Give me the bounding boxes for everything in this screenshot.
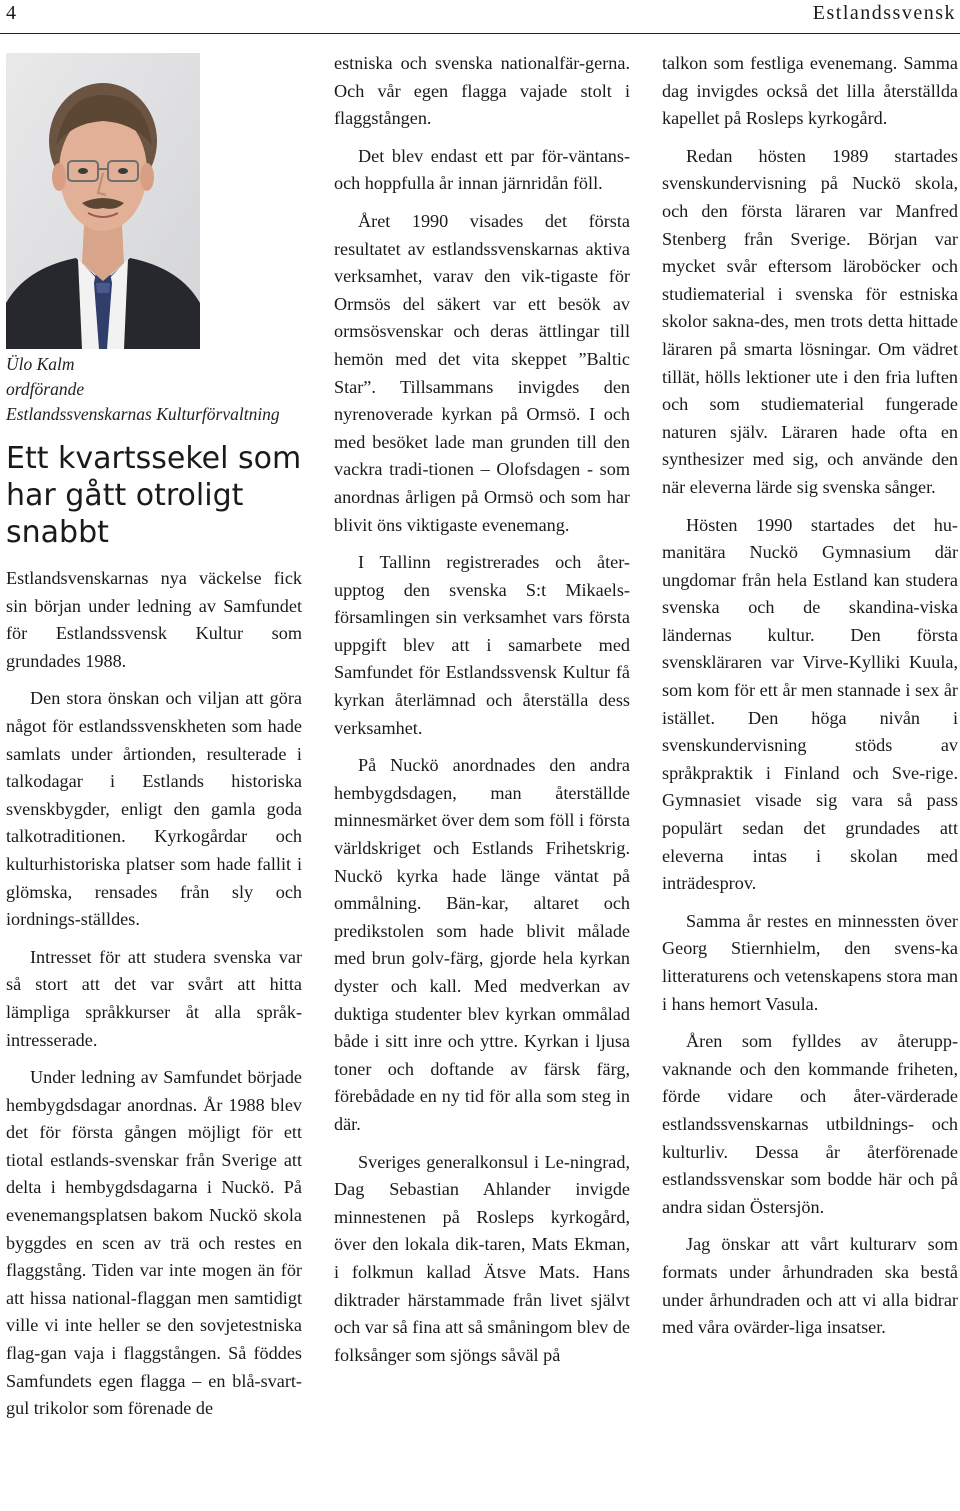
paragraph: Jag önskar att vårt kulturarv som formats under århundraden ska bestå under århundraden och att vi alla bidrar med våra ovärder-liga insatser. (662, 1234, 958, 1338)
paragraph: Den stora önskan och viljan att göra något för estlandssvenskheten som hade samlats under årtionden, resulterade i talkodagar i Estlands historiska svenskbygder, enligt den gamla goda talkotraditionen. Kyrkogårdar och kulturhistoriska platser som hade fallit i glömska, rensades från sly och iordnings-ställdes. (6, 688, 302, 930)
paragraph: I Tallinn registrerades och åter-upptog den svenska S:t Mikaels-församlingen sin verksamhet vars första uppgift blev att i samarbete med Samfundet för Estlandssvensk Kultur få kyrkan återlämnad och återställa dess verksamhet. (334, 552, 630, 738)
paragraph: Det blev endast ett par för-väntans- och hoppfulla år innan järnridån föll. (334, 145, 630, 194)
caption-name: Ülo Kalm (6, 354, 75, 374)
photo-caption (6, 352, 302, 427)
column-2 (334, 50, 630, 1379)
caption-role: ordförande (6, 379, 85, 399)
paragraph: talkon som festliga evenemang. Samma dag invigdes också det lilla återställda kapellet på Rosleps kyrkogård. (662, 53, 958, 129)
portrait-illustration (6, 53, 200, 349)
caption-org: Estlandssvenskarnas Kulturförvaltning (6, 404, 280, 424)
paragraph: Samma år restes en minnessten över Georg Stiernhielm, den svens-ka litteraturens och vetenskapens stora man i hans hemort Vasula. (662, 910, 958, 1014)
header-rule (0, 33, 960, 34)
paragraph: Redan hösten 1989 startades svenskundervisning på Nuckö skola, och den första läraren var Manfred Stenberg från Sverige. Början var mycket svår eftersom läroböcker och studiematerial i svenska för estniska skolor sakna-des, men trots detta hittade läraren på smarta lösningar. Om vädret tillät, hölls lektioner ute i den fria luften och som studiematerial fungerade naturen själv. Läraren hade ofta en synthesizer med sig, och använde den när eleverna lärde sig svenska sånger. (662, 145, 958, 497)
paragraph: Sveriges generalkonsul i Le-ningrad, Dag Sebastian Ahlander invigde minnestenen på Rosleps kyrkogård, över den lokala dik-taren, Mats Ekman, i folkmun kallad Ätsve Mats. Hans diktrader härstammade från livet självt och var så fina att så småningom blev de folksånger som sjöngs såväl på (334, 1151, 630, 1365)
column-1 (6, 53, 302, 1433)
paragraph: Hösten 1990 startades det hu-manitära Nuckö Gymnasium där ungdomar från hela Estland kan studera svenska och de skandina-viska ländernas kultur. Den första svenskläraren var Virve-Kylliki Kuula, som kom för ett år men stannade i sex år istället. Den höga nivån i svenskundervisning stöds av språkpraktik i Finland och Sve-rige. Gymnasiet visade sig vara så pass populärt sedan det grundades att eleverna intas i skolan med inträdesprov. (662, 514, 958, 894)
column-3 (662, 50, 958, 1352)
paragraph: Året 1990 visades det första resultatet av estlandssvenskarnas aktiva verksamhet, varav den vik-tigaste för Ormsös del säkert var ett besök av ormsösvenskar och deras ättlingar till hemön med det vita skeppet ”Baltic Star”. Tillsammans invigdes den nyrenoverade kyrkan på Ormsö. I och med besöket lade man grunden till den vackra tradi-tionen – Olofsdagen - som anordnas årligen på Ormsö och som har blivit öns viktigaste evenemang. (334, 210, 630, 535)
article-headline: Ett kvartssekel som har gått otroligt snabbt (6, 441, 302, 550)
paragraph: Estlandsvenskarnas nya väckelse fick sin början under ledning av Samfundet för Estlandssvensk Kultur som grundades 1988. (6, 568, 302, 671)
paragraph: På Nuckö anordnades den andra hembygdsdagen, man återställde minnesmärket över dem som föll i första världskriget och Estlands Frihetskrig. Nuckö kyrka hade länge väntat på ommålning. Bän-kar, altaret och predikstolen som hade blivit målade med brun golv-färg, gjorde hela kyrkan dyster och kall. Med medverkan av duktiga studenter blev kyrkan ommålad både i sitt inre och yttre. Kyrkan i ljusa toner och doftande av färsk färg, förebådade en ny tid för alla som steg in där. (334, 755, 630, 1134)
portrait-photo (6, 53, 200, 349)
paragraph: estniska och svenska nationalfär-gerna. Och vår egen flagga vajade stolt i flaggstången. (334, 53, 630, 129)
paragraph: Åren som fylldes av återupp-vaknande och den kommande friheten, förde vidare och åter-värderade estlandssvenskarnas utbildnings- och kulturliv. Dessa år återförenade estlandssvenskar som bodde här och på andra sidan Östersjön. (662, 1031, 958, 1217)
page-number: 4 (6, 2, 16, 24)
paragraph: Under ledning av Samfundet började hembygdsdagar anordnas. År 1988 blev det för första gången möjligt för ett tiotal estlands-svenskar från Sverige att delta i hembygdsdagarna i Nuckö. På evenemangsplatsen bakom Nuckö skola byggdes en scen av trä och restes en flaggstång. Tiden var inte mogen än för att hissa national-flaggan men samtidigt ville vi inte heller se den sovjetestniska flag-gan vaja i flaggstången. Så föddes Samfundets egen flagga – en blå-svart-gul trikolor som förenade de (6, 1067, 302, 1419)
paragraph: Intresset för att studera svenska var så stort att det var svårt att hitta lämpliga språkkurser åt alla språk-intresserade. (6, 946, 302, 1050)
page-header (0, 0, 960, 34)
running-head: Estlandssvensk (812, 2, 956, 24)
